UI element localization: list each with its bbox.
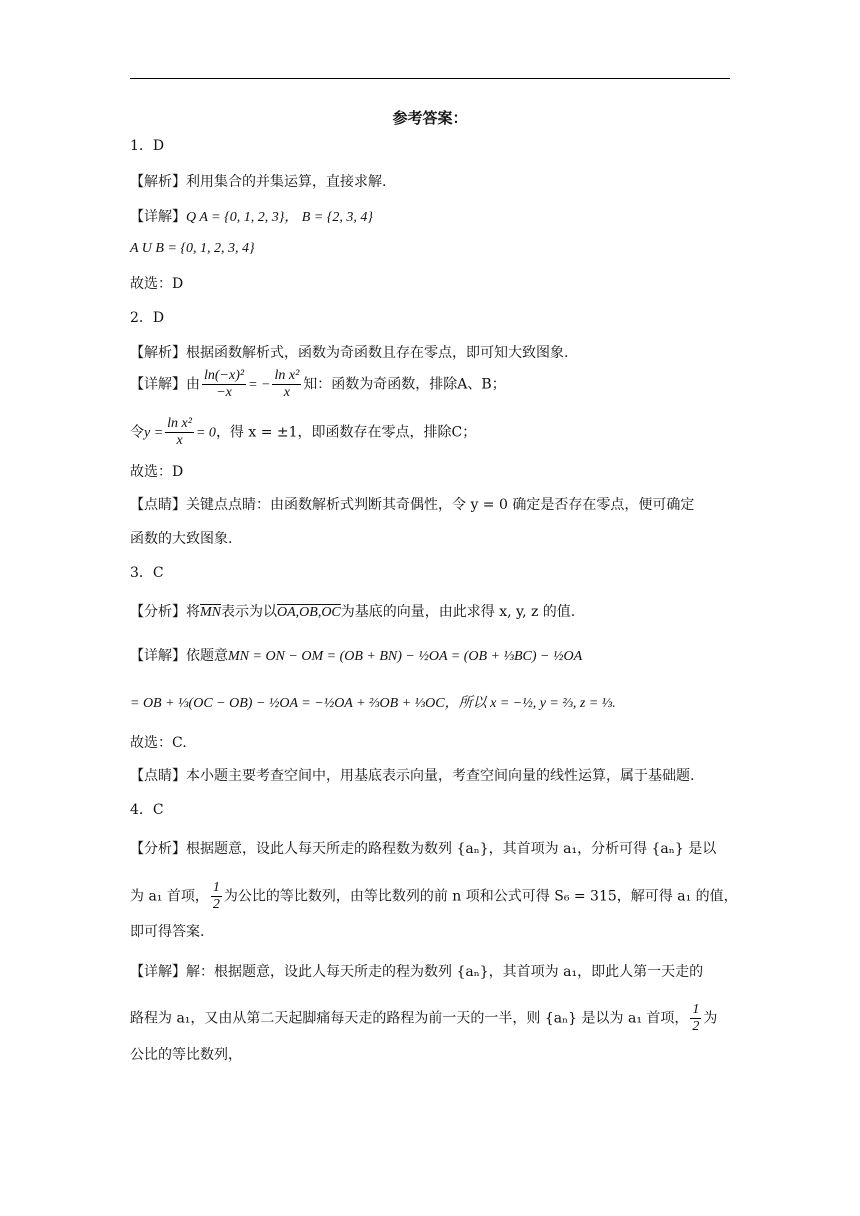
q3-answer: 故选：C.	[130, 735, 187, 751]
q4-analysis2-tail: 为公比的等比数列，由等比数列的前 n 项和公式可得 S₆ = 315，解可得 a₁ 的值，	[223, 888, 738, 905]
q4-half2-den: 2	[692, 1019, 700, 1034]
q2-frac1-num: ln(−x)²	[204, 368, 245, 383]
q2-frac3-den: x	[176, 433, 183, 448]
q2-frac2-num: ln x²	[274, 368, 300, 383]
q3-detail-line1: MN = ON − OM = (OB + BN) − ½OA = (OB + ⅓BC) − ½OA	[228, 649, 583, 664]
q4-half2-num: 1	[692, 1002, 700, 1017]
q3-analysis-head: 【分析】将	[130, 604, 200, 620]
q1-analysis: 【解析】利用集合的并集运算，直接求解.	[130, 174, 387, 190]
q4-half-1	[211, 880, 222, 913]
q2-fraction-3	[165, 416, 194, 449]
q3-detail-2: = OB + ⅓(OC − OB) − ½OA = −½OA + ⅔OB + ⅓OC，所以 x = −½, y = ⅔, z = ⅓.	[130, 696, 616, 711]
q2-eq-minus: = −	[248, 377, 271, 393]
q4-detail2-head: 路程为 a₁，又由从第二天起脚痛每天走的路程为前一天的一半，则 {aₙ} 是以为 a₁ 首项，	[130, 1010, 689, 1027]
q3-analysis	[130, 602, 575, 623]
q3-detail-1	[130, 646, 582, 667]
q4-analysis2-head: 为 a₁ 首项，	[130, 888, 209, 905]
q2-zero-line	[130, 416, 476, 449]
q1-number: 1．D	[130, 138, 165, 154]
q4-half-2	[690, 1002, 701, 1035]
q3-vec-basis: OA,OB,OC	[277, 605, 341, 620]
q2-answer: 故选：D	[130, 464, 184, 480]
q3-detail-head: 【详解】依题意	[130, 648, 228, 664]
q4-detail-3: 公比的等比数列，	[130, 1047, 242, 1063]
q4-number: 4．C	[130, 802, 164, 818]
q2-detail-label: 【详解】由	[130, 376, 200, 393]
q4-half1-num: 1	[212, 880, 220, 895]
q2-line2-tail: ，得 x = ±1，即函数存在零点，排除C；	[215, 424, 477, 441]
q2-detail-tail: 知：函数为奇函数，排除A、B；	[303, 376, 506, 393]
q2-number: 2．D	[130, 310, 165, 326]
q4-detail2-tail: 为	[703, 1010, 718, 1027]
header-rule	[130, 78, 730, 79]
q3-analysis-mid: 表示为以	[221, 604, 277, 620]
q2-fraction-2	[272, 368, 301, 401]
q1-detail-label: 【详解】	[130, 209, 186, 225]
q4-detail-2	[130, 1002, 717, 1035]
q2-eq-zero: = 0	[195, 425, 216, 441]
q2-comment-1: 【点睛】关键点点睛：由函数解析式判断其奇偶性，令 y = 0 确定是否存在零点，便可确定	[130, 497, 695, 513]
q3-comment: 【点睛】本小题主要考查空间中，用基底表示向量，考查空间向量的线性运算，属于基础题.	[130, 768, 695, 784]
page-title: 参考答案：	[392, 109, 468, 127]
q2-fraction-1	[202, 368, 246, 401]
q4-analysis-2	[130, 880, 738, 913]
q2-y-eq: y =	[144, 425, 164, 441]
q2-frac3-num: ln x²	[167, 416, 192, 431]
q4-half1-den: 2	[212, 897, 220, 912]
q2-detail	[130, 368, 506, 401]
q2-line2-head: 令	[130, 424, 144, 441]
q1-union: A U B = {0, 1, 2, 3, 4}	[130, 241, 255, 256]
q1-answer: 故选：D	[130, 276, 184, 292]
q2-frac1-den: −x	[216, 385, 232, 400]
q2-analysis: 【解析】根据函数解析式，函数为奇函数且存在零点，即可知大致图象.	[130, 345, 569, 361]
q4-analysis-3: 即可得答案.	[130, 924, 205, 940]
q3-analysis-tail: 为基底的向量，由此求得 x, y, z 的值.	[340, 604, 576, 620]
q3-vec-mn: $\overline{MN}$	[200, 605, 221, 620]
q4-detail-1: 【详解】解：根据题意，设此人每天所走的程为数列 {aₙ}，其首项为 a₁，即此人第一天走的	[130, 964, 704, 980]
q1-detail	[130, 207, 373, 228]
q2-comment-2: 函数的大致图象.	[130, 531, 233, 547]
q2-frac2-den: x	[283, 385, 290, 400]
q4-analysis-1: 【分析】根据题意，设此人每天所走的路程数为数列 {aₙ}，其首项为 a₁，分析可得 {aₙ} 是以	[130, 841, 717, 857]
q1-detail-math: Q A = {0, 1, 2, 3}， B = {2, 3, 4}	[186, 210, 373, 225]
q3-number: 3．C	[130, 565, 164, 581]
